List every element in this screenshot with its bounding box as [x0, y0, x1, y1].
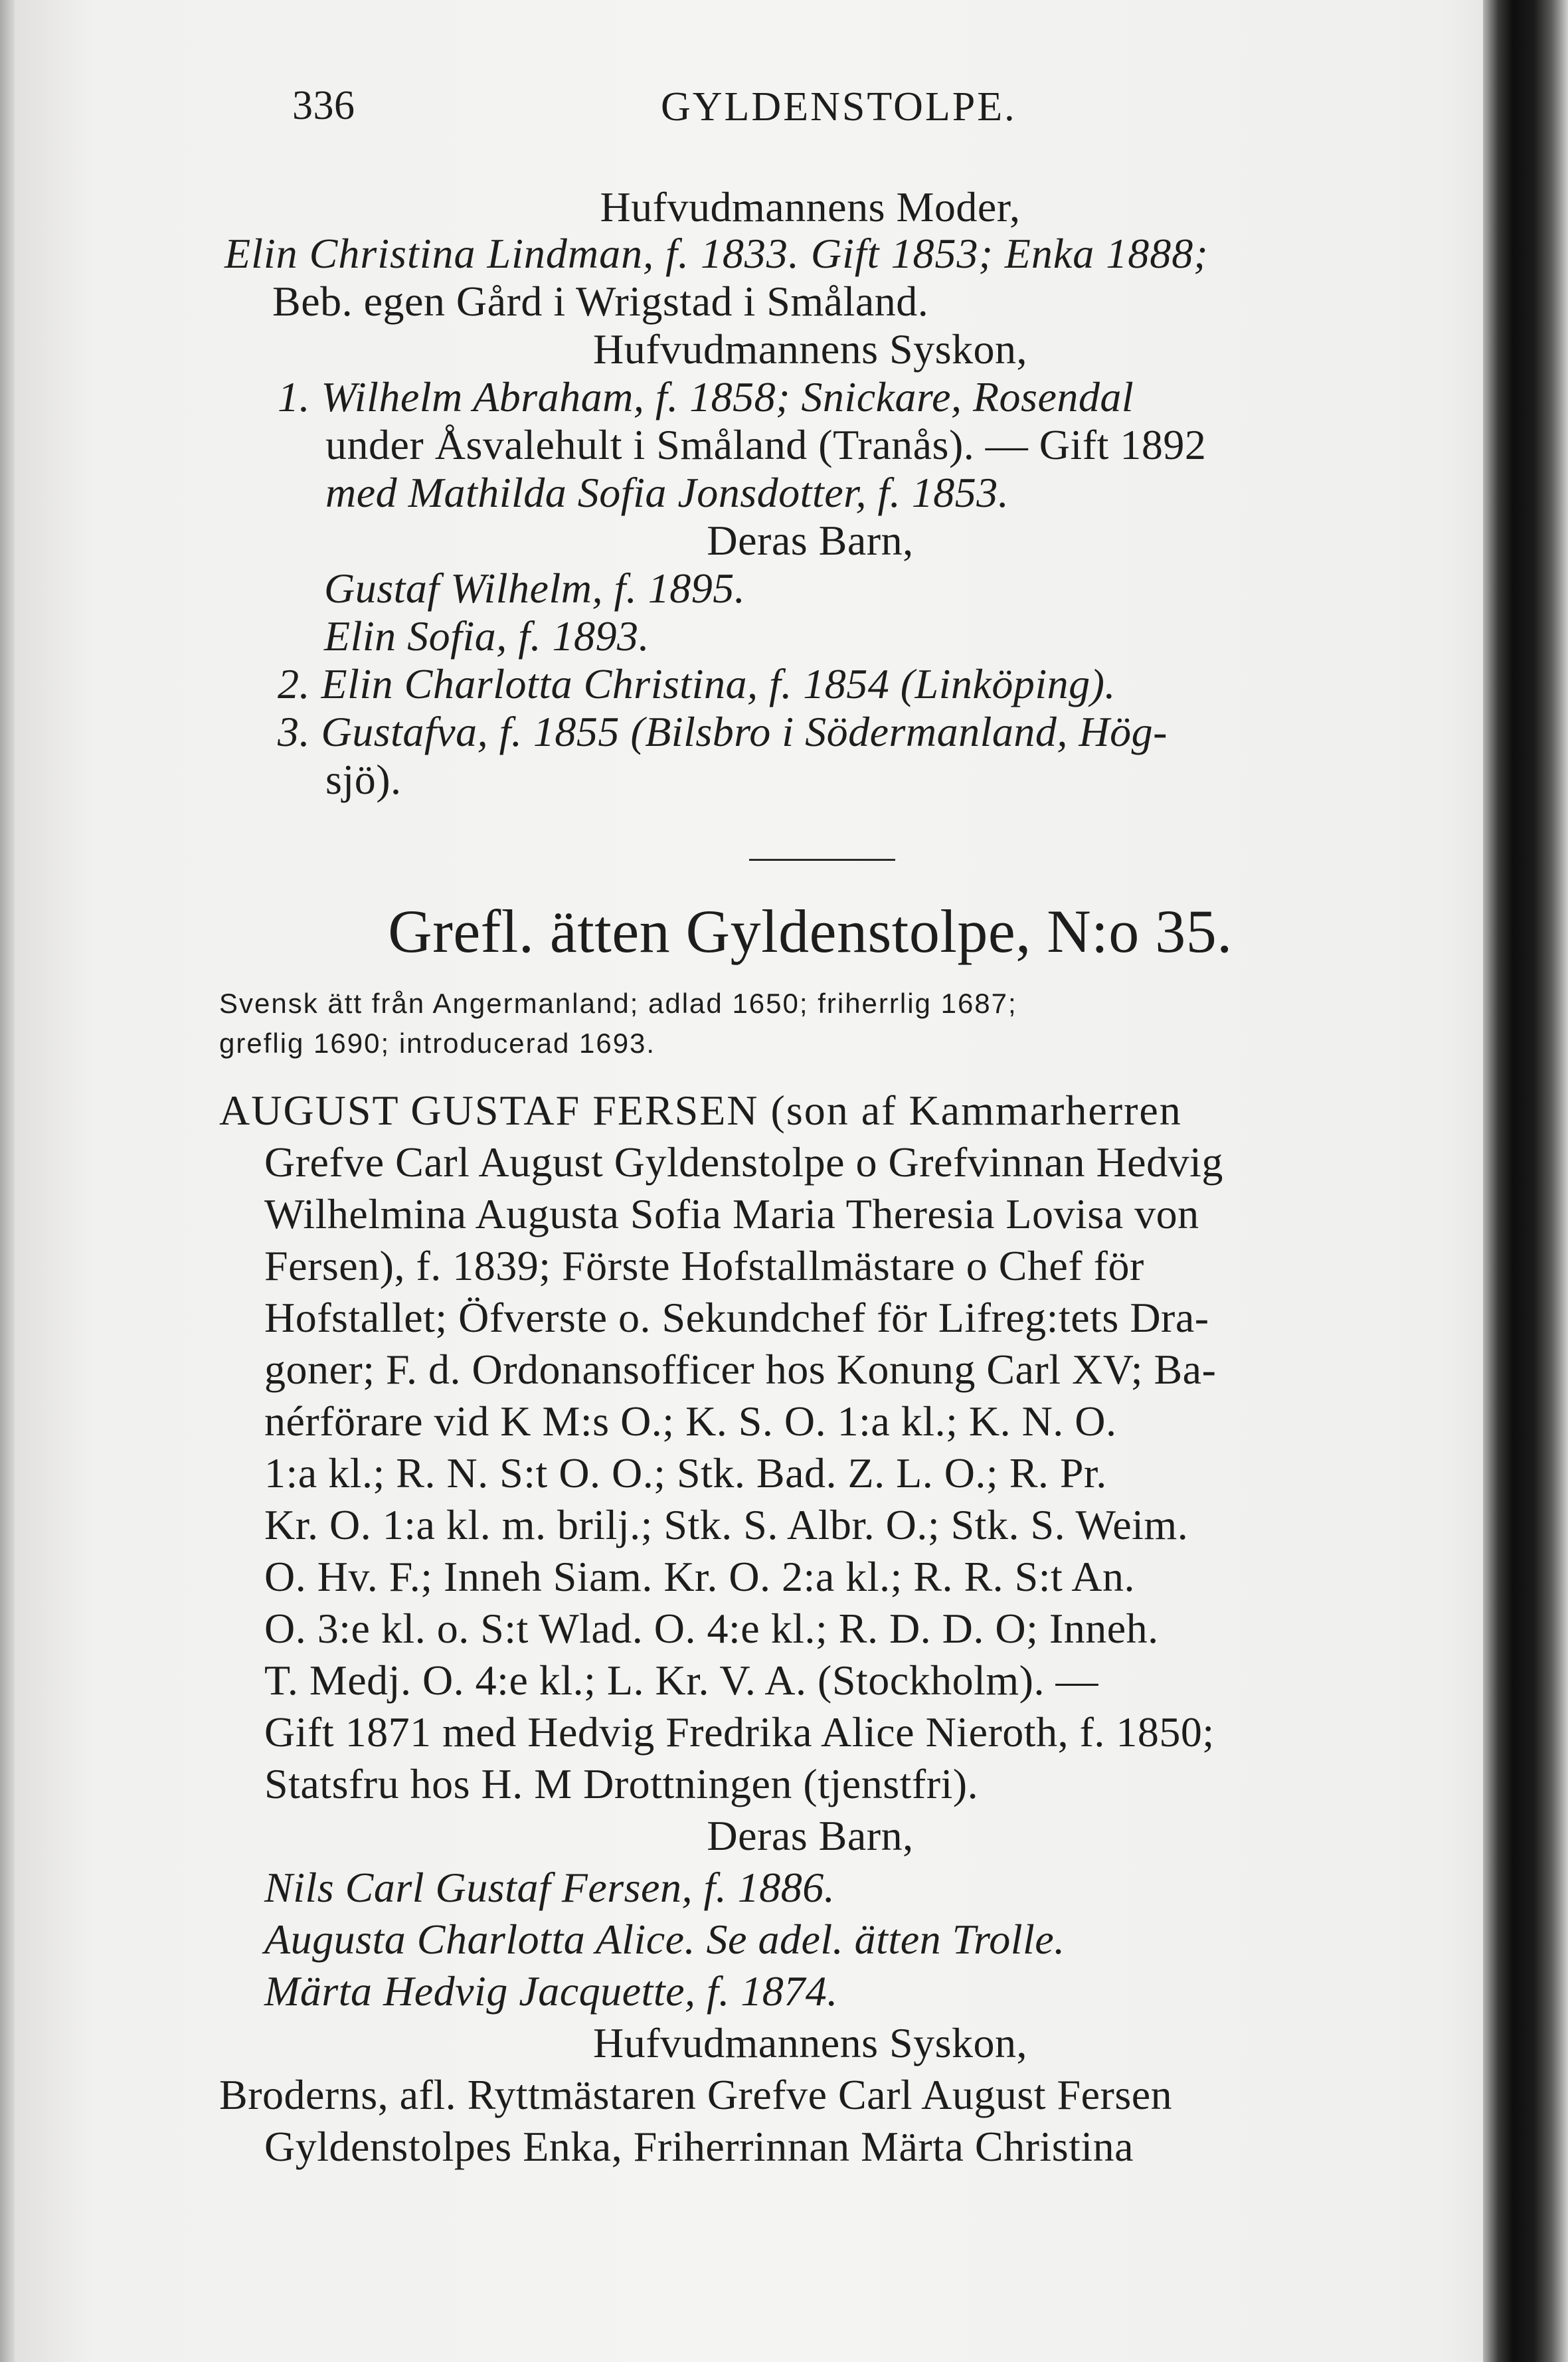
text-line: nérförare vid K M:s O.; K. S. O. 1:a kl.; K. N. O. — [264, 1398, 1117, 1445]
page-left-edge — [0, 0, 15, 2362]
text-line: Deras Barn, — [707, 1812, 914, 1859]
text-line: O. 3:e kl. o. S:t Wlad. O. 4:e kl.; R. D. D. O; Inneh. — [264, 1605, 1159, 1652]
text-line: O. Hv. F.; Inneh Siam. Kr. O. 2:a kl.; R. R. S:t An. — [264, 1553, 1135, 1600]
text-line: Nils Carl Gustaf Fersen, f. 1886. — [264, 1864, 835, 1911]
section-divider — [749, 859, 895, 861]
text-line: under Åsvalehult i Småland (Tranås). — Gift 1892 — [325, 421, 1207, 468]
text-line: Gift 1871 med Hedvig Fredrika Alice Nieroth, f. 1850; — [264, 1708, 1215, 1756]
text-line: Deras Barn, — [707, 517, 914, 564]
text-line: Kr. O. 1:a kl. m. brilj.; Stk. S. Albr. O.; Stk. S. Weim. — [264, 1501, 1189, 1548]
text-line: goner; F. d. Ordonansofficer hos Konung Carl XV; Ba- — [264, 1346, 1217, 1393]
text-line: Elin Christina Lindman, f. 1833. Gift 1853; Enka 1888; — [224, 230, 1209, 277]
text-line: 2. Elin Charlotta Christina, f. 1854 (Linköping). — [278, 660, 1116, 707]
text-line: Hufvudmannens Moder, — [600, 183, 1021, 230]
text-line: AUGUST GUSTAF FERSEN (son af Kammarherren — [219, 1087, 1182, 1134]
text-line: Augusta Charlotta Alice. Se adel. ätten Trolle. — [264, 1916, 1065, 1963]
text-line: 1:a kl.; R. N. S:t O. O.; Stk. Bad. Z. L. O.; R. Pr. — [264, 1449, 1107, 1497]
running-title: GYLDENSTOLPE. — [661, 84, 1017, 130]
text-line: 1. Wilhelm Abraham, f. 1858; Snickare, Rosendal — [278, 373, 1134, 420]
book-binding-shadow — [1483, 0, 1568, 2362]
text-line: sjö). — [325, 756, 402, 803]
text-line: Wilhelmina Augusta Sofia Maria Theresia Lovisa von — [264, 1190, 1199, 1237]
text-line: Gyldenstolpes Enka, Friherrinnan Märta Christina — [264, 2123, 1134, 2170]
text-line: Märta Hedvig Jacquette, f. 1874. — [264, 1967, 838, 2015]
text-line: Statsfru hos H. M Drottningen (tjenstfri). — [264, 1760, 979, 1807]
text-line: Grefve Carl August Gyldenstolpe o Grefvinnan Hedvig — [264, 1138, 1223, 1186]
text-line: Broderns, afl. Ryttmästaren Grefve Carl August Fersen — [219, 2071, 1173, 2118]
text-line: greflig 1690; introducerad 1693. — [219, 1028, 656, 1059]
text-line: Gustaf Wilhelm, f. 1895. — [324, 565, 746, 612]
text-line: Svensk ätt från Angermanland; adlad 1650; friherrlig 1687; — [219, 988, 1017, 1019]
text-line: T. Medj. O. 4:e kl.; L. Kr. V. A. (Stockholm). — — [264, 1657, 1098, 1704]
text-line: Beb. egen Gård i Wrigstad i Småland. — [272, 278, 929, 325]
section-heading: Grefl. ätten Gyldenstolpe, N:o 35. — [388, 897, 1233, 965]
text-line: Hofstallet; Öfverste o. Sekundchef för Lifreg:tets Dra- — [264, 1294, 1209, 1341]
text-line: Hufvudmannens Syskon, — [592, 2019, 1028, 2066]
text-line: Elin Sofia, f. 1893. — [324, 612, 650, 660]
page-number: 336 — [292, 83, 355, 128]
text-line: 3. Gustafva, f. 1855 (Bilsbro i Södermanland, Hög- — [278, 708, 1168, 755]
text-line: Hufvudmannens Syskon, — [592, 325, 1028, 373]
text-line: med Mathilda Sofia Jonsdotter, f. 1853. — [325, 469, 1009, 516]
text-line: Fersen), f. 1839; Förste Hofstallmästare o Chef för — [264, 1242, 1144, 1289]
